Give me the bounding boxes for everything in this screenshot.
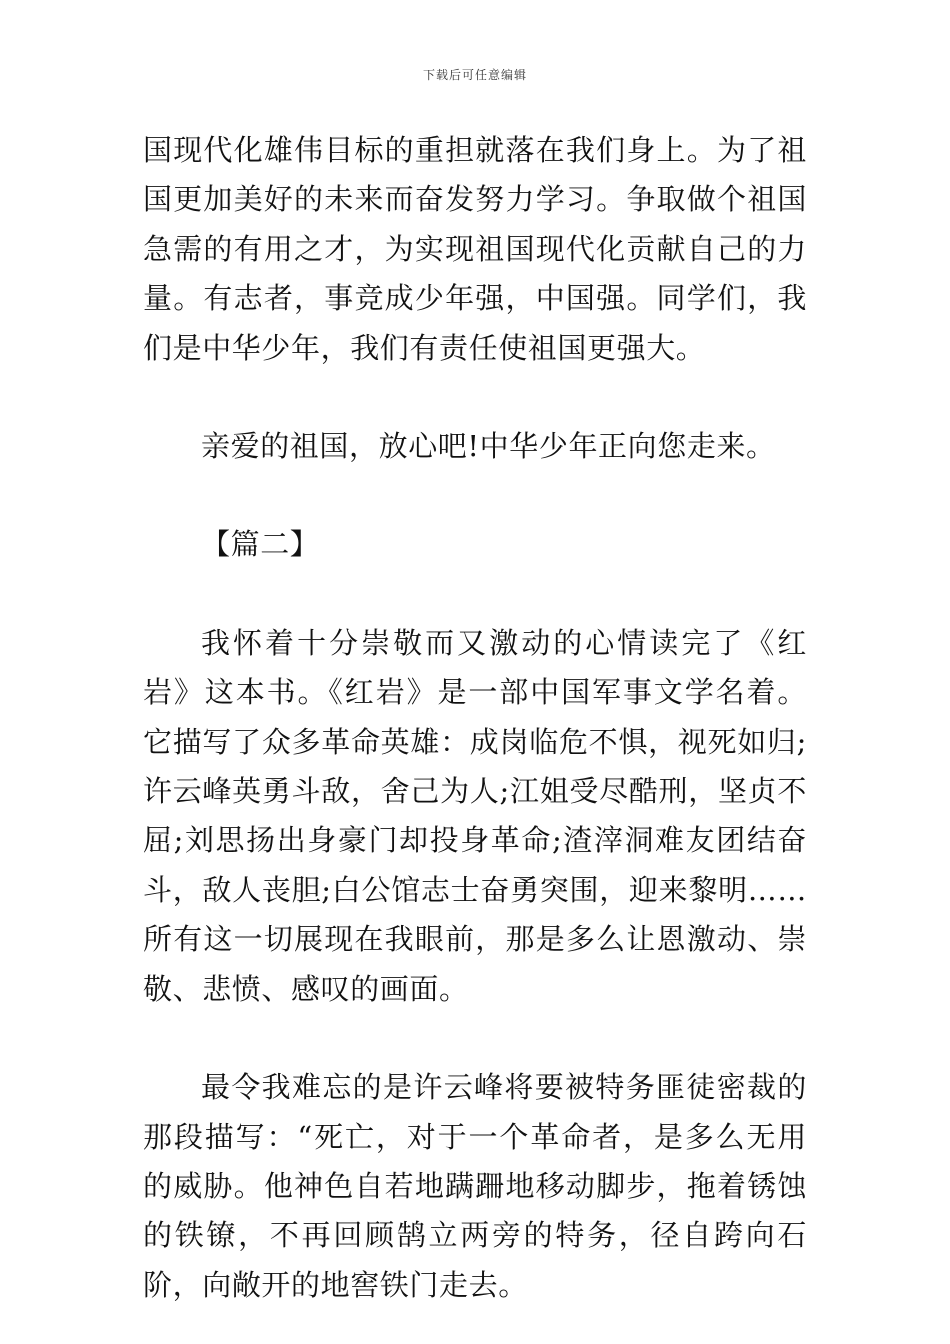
paragraph-closing-line: 亲爱的祖国，放心吧!中华少年正向您走来。 [201,429,776,464]
paragraph-spacer [143,570,807,619]
paragraph-xu-yunfeng: 最令我难忘的是许云峰将要被特务匪徒密裁的那段描写：“死亡，对于一个革命者，是多么无用的威胁。他神色自若地蹒跚地移动脚步，拖着锈蚀的铁镣，不再回顾鹄立两旁的特务，径自跨向石阶，向敞开的地窖铁门走去。 [143,1070,807,1302]
section-heading: 【篇二】 [201,527,320,562]
document-body [143,126,807,1310]
page-header-note: 下载后可任意编辑 [422,68,527,82]
paragraph-spacer [143,373,807,422]
paragraph-hongyan-intro: 我怀着十分崇敬而又激动的心情读完了《红岩》这本书。《红岩》是一部中国军事文学名着。它描写了众多革命英雄：成岗临危不惧，视死如归;许云峰英勇斗敌，舍己为人;江姐受尽酷刑，坚贞不屈;刘思扬出身豪门却投身革命;渣滓洞难友团结奋斗，敌人丧胆;白公馆志士奋勇突围，迎来黎明……所有这一切展现在我眼前，那是多么让恩激动、崇敬、悲愤、感叹的画面。 [143,625,807,1006]
paragraph-spacer [143,1014,807,1063]
paragraph-continuation: 国现代化雄伟目标的重担就落在我们身上。为了祖国更加美好的未来而奋发努力学习。争取做个祖国急需的有用之才，为实现祖国现代化贡献自己的力量。有志者，事竞成少年强，中国强。同学们，我们是中华少年，我们有责任使祖国更强大。 [143,133,807,365]
paragraph-spacer [143,471,807,520]
